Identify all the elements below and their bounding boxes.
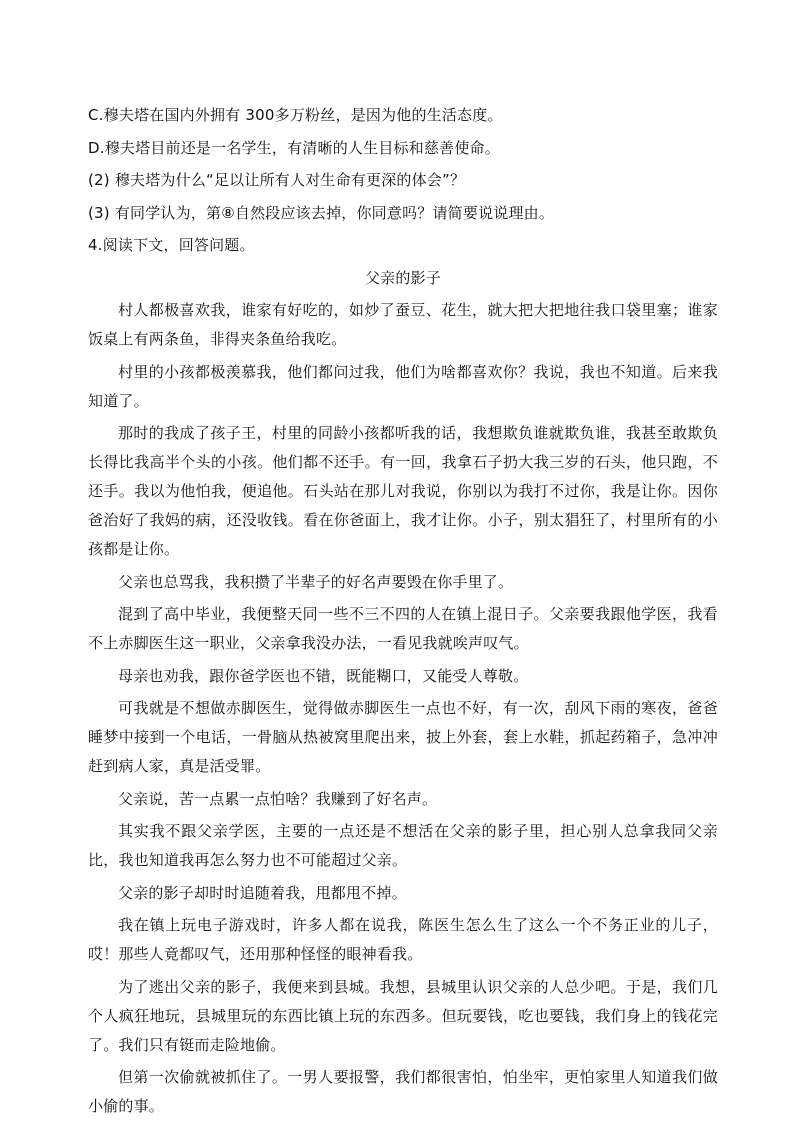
question-2: (2) 穆夫塔为什么“足以让所有人对生命有更深的体会”？: [88, 171, 466, 189]
article-paragraph: 我在镇上玩电子游戏时，许多人都在说我，陈医生怎么生了这么一个不务正业的儿子，哎！那些人竟都叹气，还用那种怪怪的眼神看我。: [88, 916, 718, 963]
article-paragraph: 村里的小孩都极羡慕我，他们都问过我，他们为啥都喜欢你？我说，我也不知道。后来我知道了。: [88, 362, 718, 410]
option-d: D.穆夫塔目前还是一名学生，有清晰的人生目标和慈善使命。: [88, 138, 500, 157]
article-paragraph: 父亲说，苦一点累一点怕啥？我赚到了好名声。: [118, 789, 438, 808]
article-paragraph: 但第一次偷就被抓住了。一男人要报警，我们都很害怕，怕坐牢，更怕家里人知道我们做小偷的事。: [88, 1068, 718, 1115]
article-paragraph: 混到了高中毕业，我便整天同一些不三不四的人在镇上混日子。父亲要我跟他学医，我看不上赤脚医生这一职业，父亲拿我没办法，一看见我就唉声叹气。: [88, 605, 718, 652]
article-paragraph: 村人都极喜欢我，谁家有好吃的，如炒了蚕豆、花生，就大把大把地往我口袋里塞；谁家饭桌上有两条鱼，非得夹条鱼给我吃。: [88, 301, 718, 348]
article-paragraph: 父亲的影子却时时追随着我，甩都甩不掉。: [118, 883, 407, 902]
question-4-instruction: 4.阅读下文，回答问题。: [88, 236, 255, 254]
article-paragraph: 其实我不跟父亲学医，主要的一点还是不想活在父亲的影子里，担心别人总拿我同父亲比，我也知道我再怎么努力也不可能超过父亲。: [88, 822, 718, 869]
article-paragraph: 为了逃出父亲的影子，我便来到县城。我想，县城里认识父亲的人总少吧。于是，我们几个人疯狂地玩，县城里玩的东西比镇上玩的东西多。但玩要钱，吃也要钱，我们身上的钱花完 了。我们只有铤而走险地偷。: [88, 977, 718, 1054]
page-content: [88, 101, 718, 1125]
article-title: 父亲的影子: [364, 268, 441, 287]
article-paragraph: 母亲也劝我，跟你爸学医也不错，既能糊口，又能受人尊敬。: [118, 666, 529, 685]
article-paragraph: 父亲也总骂我，我积攒了半辈子的好名声要毁在你手里了。: [118, 572, 514, 591]
article-paragraph: 可我就是不想做赤脚医生，觉得做赤脚医生一点也不好，有一次，刮风下雨的寒夜，爸爸睡梦中接到一个电话，一骨脑从热被窝里爬出来，披上外套，套上水鞋，抓起药箱子，急冲冲赶到病人家，真是活受罪。: [88, 699, 718, 775]
article-paragraph: 那时的我成了孩子王，村里的同龄小孩都听我的话，我想欺负谁就欺负谁，我甚至敢欺负长得比我高半个头的小孩。他们都不还手。有一回，我拿石子扔大我三岁的石头，他只跑，不还手。我以为他怕我，便追他。石头站在那儿对我说，你别以为我打不过你，我是让你。因你爸治好了我妈的病，还没收钱。看在你爸面上，我才让你。小子，别太猖狂了，村里所有的小孩都是让你。: [88, 424, 718, 558]
question-3: (3) 有同学认为，第⑧自然段应该去掉，你同意吗？请简要说说理由。: [88, 203, 555, 222]
option-c: C.穆夫塔在国内外拥有 300多万粉丝，是因为他的生活态度。: [88, 106, 503, 124]
